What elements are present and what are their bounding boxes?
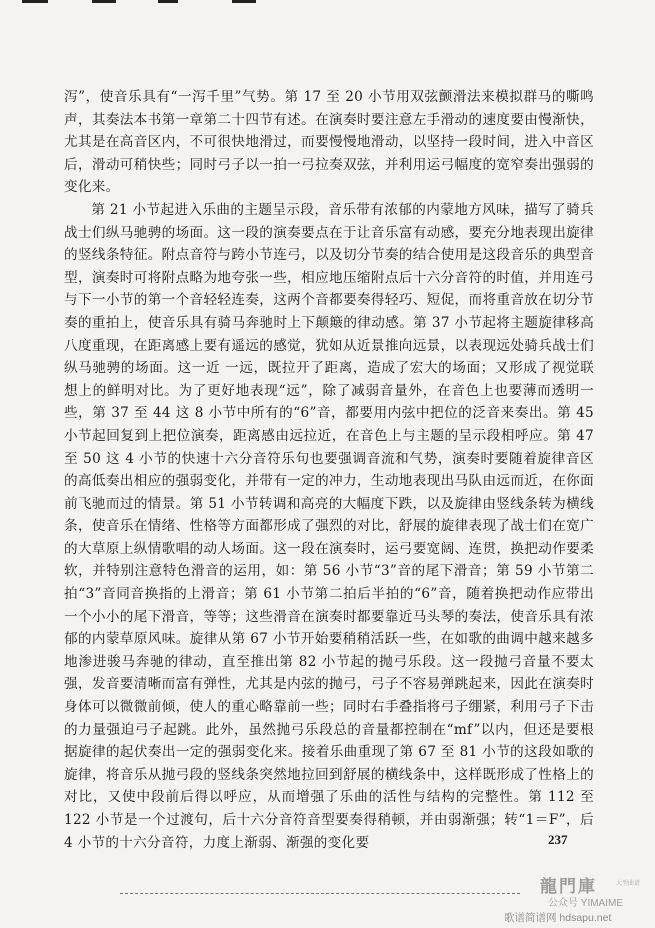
paragraph-2: 第 21 小节起进入乐曲的主题呈示段，音乐带有浓郁的内蒙地方风味，描写了骑兵战士们纵马驰骋的场面。这一段的演奏要点在于让音乐富有动感，要充分地表现出旋律的竖线条特征。附点音符与跨小节连弓，以及切分节奏的结合使用是这段音乐的典型音型，演奏时可将附点略为地夸张一些，相应地压缩附点后十六分音符的时值，并用连弓与下一小节的第一个音轻轻连奏，这两个音都要奏得轻巧、短促，而将重音放在切分节奏的重拍上，使音乐具有骑马奔驰时上下颠簸的律动感。第 37 小节起将主题旋律移高八度重现，在距离感上要有遥远的感觉，犹如从近景推向远景，以表现远处骑兵战士们纵马驰骋的场面。这一近 一远，既拉开了距离，造成了宏大的场面；又形成了视觉联想上的鲜明对比。为了更好地表现“远”，除了减弱音量外，在音色上也要薄而透明一些，第 37 至 44 这 8 小节中所有的“6”音，都要用内弦中把位的泛音来奏出。第 45 小节起回复到上把位演奏，距离感由远拉近，在音色上与主题的呈示段相呼应。第 47 至 50 这 4 小节的快速十六分音符乐句也要强调音流和气势，演奏时要随着旋律音区的高低奏出相应的强弱变化，并带有一定的冲力，生动地表现出马队由远而近，在你面前飞驰而过的情景。第 51 小节转调和高亮的大幅度下跌，以及旋律由竖线条转为横线条，使音乐在情绪、性格等方面都形成了强烈的对比，舒展的旋律表现了战士们在宽广的大草原上纵情歌唱的动人场面。这一段在演奏时，运弓要宽阔、连贯，换把动作要柔软，并特别注意特色滑音的运用，如：第 56 小节“3”音的尾下滑音；第 59 小节第二拍“3”音同音换指的上滑音；第 61 小节第二拍后半拍的“6”音，随着换把动作应带出一个小小的尾下滑音，等等；这些滑音在演奏时都要靠近马头琴的奏法，使音乐具有浓郁的内蒙草原风味。旋律从第 67 小节开始要稍稍活跃一些，在如歌的曲调中越来越多地渗进骏马奔驰的律动，直至推出第 82 小节起的抛弓乐段。这一段抛弓音量不要太强，发音要清晰而富有弹性，尤其是内弦的抛弓，弓子不容易弹跳起来，因此在演奏时身体可以微微前倾，使人的重心略靠前一些；同时右手叠指将弓子绷紧，利用弓子下击的力量强迫弓子起跳。此外，虽然抛弓乐段总的音量都控制在“mf”以内，但还是要根据旋律的起伏奏出一定的强弱变化来。接着乐曲重现了第 67 至 81 小节的这段如歌的旋律，将音乐从抛弓段的竖线条突然地拉回到舒展的横线条中，这样既形成了性格上的对比，又使中段前后得以呼应，从而增强了乐曲的活性与结构的完整性。第 112 至 122 小节是一个过渡句，后十六分音符音型要奏得稍顿，并由弱渐强；转“1＝F”，后 4 小节的十六分音符，力度上渐弱、渐强的变化要 bbox=[64, 201, 594, 851]
top-edge-marks bbox=[0, 0, 655, 10]
page-number: 237 bbox=[548, 832, 568, 847]
footer-rule bbox=[120, 893, 520, 894]
watermark-logo: 龍門庫 bbox=[540, 877, 597, 897]
watermark-site: 公众号 YIMAIME bbox=[548, 898, 624, 909]
paragraph-1: 泻”，使音乐具有“一泻千里”气势。第 17 至 20 小节用双弦颤滑法来模拟群马的嘶鸣声，其奏法本书第一章第二十四节有述。在演奏时要注意左手滑动的速度要由慢渐快，尤其是在高音区内，不可很快地滑过，而要慢慢地滑动，以坚持一段时间，进入中音区后，滑动可稍快些；同时弓子以一拍一弓拉奏双弦，并利用运弓幅度的宽窄奏出强弱的变化来。 bbox=[64, 89, 594, 196]
body-text bbox=[64, 86, 594, 854]
watermark-logo-subtitle: 大型曲谱 bbox=[616, 880, 641, 887]
watermark-footer: 歌谱简谱网 hdsapu.net bbox=[504, 912, 612, 924]
